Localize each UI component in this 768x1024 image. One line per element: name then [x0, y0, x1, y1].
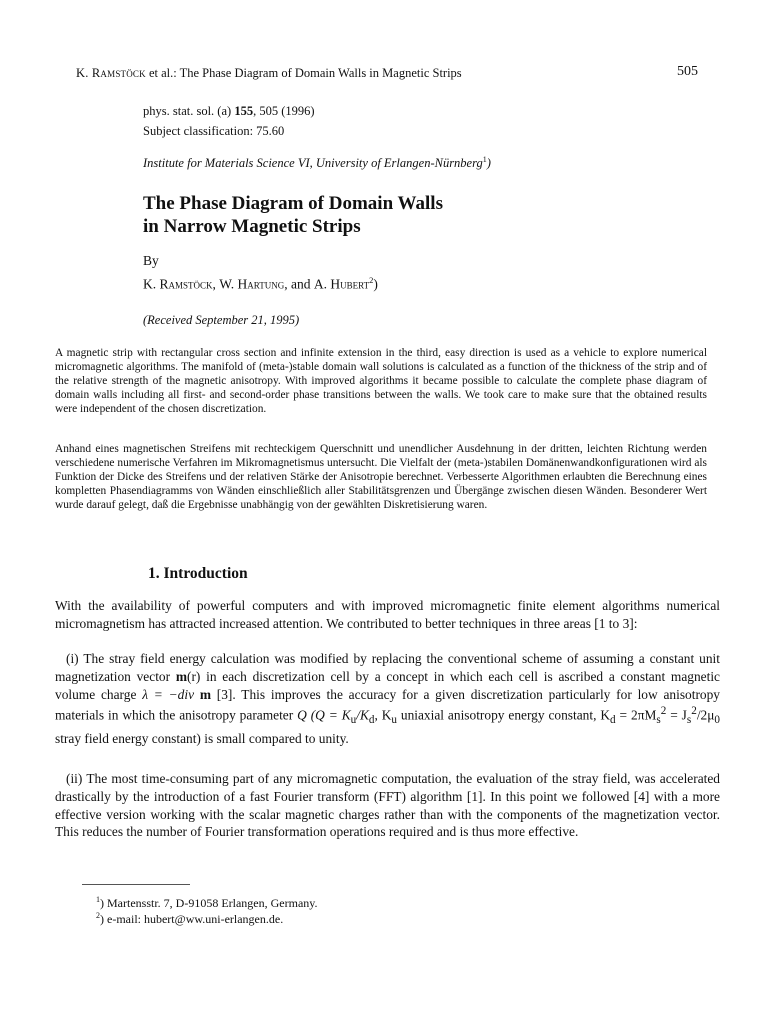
- running-head-title: et al.: The Phase Diagram of Domain Walls in Magnetic Strips: [145, 66, 462, 80]
- abstract-english: A magnetic strip with rectangular cross section and infinite extension in the third, easy direction is used as a vehicle to explore numerical micromagnetic algorithms. The manifold of (meta-)stable domain wall solutions is calculated as a function of the thickness of the strip and of the relative strength of the magnetic anisotropy. With improved algorithms it became possible to calculate the complete phase diagram of domain walls including all first- and second-order phase transitions between the walls. We took care to make sure that the obtained results were independent of the chosen discretization.: [55, 347, 707, 416]
- intro-paragraph-1: With the availability of powerful computers and with improved micromagnetic finite element algorithms numerical micromagnetism has attracted increased attention. We contributed to better techniques in three areas [1 to 3]:: [55, 598, 720, 631]
- p2-q: Q: [297, 707, 307, 723]
- author-list: [143, 275, 378, 293]
- p2-text-a: (i) The stray field energy calculation was modified by replacing the conventional scheme of assuming a constant unit magnetization vector: [55, 651, 720, 684]
- p2-text-d: , K: [374, 707, 392, 723]
- institute-text: Institute for Materials Science VI, University of Erlangen-Nürnberg: [143, 156, 483, 171]
- footnote-1-mark: 1: [96, 895, 100, 904]
- p2-sup-2: 2: [660, 705, 667, 718]
- running-head: [76, 66, 696, 81]
- author-paren: ): [373, 276, 378, 292]
- p2-slash-k: /K: [356, 707, 369, 723]
- p2-q-def: (Q = K: [306, 707, 351, 723]
- p2-sup-2-b: 2: [691, 705, 697, 718]
- page-number: 505: [677, 64, 698, 79]
- footnote-2: [96, 911, 283, 927]
- p2-text-g: = J: [666, 707, 687, 723]
- received-date: (Received September 21, 1995): [143, 313, 300, 327]
- p2-sub-0: 0: [714, 714, 720, 727]
- p2-text-b: in each discretization cell by a concept in which each cell is ascribed a constant magnetic volume charge: [55, 668, 720, 702]
- journal-name: phys. stat. sol. (a): [143, 104, 232, 118]
- institute-footnote-mark: 1: [482, 155, 487, 164]
- footnote-2-text: e-mail: hubert@ww.uni-erlangen.de.: [104, 912, 284, 926]
- author-1: K. Ramstöck: [143, 276, 213, 292]
- institute-affiliation: [143, 155, 491, 171]
- title-line-1: The Phase Diagram of Domain Walls: [143, 193, 443, 214]
- intro-paragraph-3: (ii) The most time-consuming part of any micromagnetic computation, the evaluation of the stray field, was accelerated drastically by the introduction of a fast Fourier transform (FFT) algorithm [1]. In this point we followed [4] with a more effective version working with the scalar magnetic charges rather than with the components of the magnetization vector. This reduces the number of Fourier transformation operations required and is thus more effective.: [55, 771, 720, 840]
- journal-pages-year: , 505 (1996): [253, 104, 315, 118]
- author-3: A. Hubert: [313, 276, 370, 292]
- author-separator-2: , and: [284, 276, 314, 292]
- footnote-2-paren: ): [100, 912, 104, 926]
- subject-classification: Subject classification: 75.60: [143, 124, 285, 138]
- p2-text-i: stray field energy constant) is small compared to unity.: [55, 731, 349, 747]
- p2-sub-u-2: u: [391, 714, 397, 727]
- abstract-german: Anhand eines magnetischen Streifens mit rechteckigem Querschnitt und unendlicher Ausdehnung in der dritten, leichten Richtung werden verschiedene numerische Verfahren im Mikromagnetismus untersucht. Die Vielfalt der (meta-)stabilen Domänenwandkonfigurationen wird als Funktion der Dicke des Streifens und der relativen Stärke der Anisotropie berechnet. Verbesserte Algorithmen erlaubten die Berechnung eines kompletten Phasendiagramms von Wänden einschließlich aller Stabilitätsgrenzen und Übergänge zwischen diesen Wänden. Besonderer Wert wurde darauf gelegt, daß die Ergebnisse unabhängig von der gewählten Diskretisierung waren.: [55, 443, 707, 512]
- paper-title: [143, 192, 683, 238]
- title-line-2: in Narrow Magnetic Strips: [143, 216, 361, 237]
- citation-block: [143, 101, 315, 141]
- p2-sub-d-2: d: [610, 714, 616, 727]
- p2-text-f: = 2πM: [615, 707, 657, 723]
- p2-lambda: λ = −div: [142, 686, 200, 702]
- footnote-1-paren: ): [100, 896, 104, 910]
- p2-sub-s-2: s: [686, 714, 692, 727]
- p2-position-r: (r): [186, 668, 201, 684]
- section-heading-introduction: 1. Introduction: [148, 565, 248, 582]
- author-footnote-mark: 2: [369, 275, 374, 285]
- footnote-1: [96, 895, 318, 911]
- p2-vector-m-2: m: [199, 686, 211, 702]
- intro-paragraph-2: [55, 650, 720, 748]
- journal-reference: [143, 101, 315, 121]
- p2-text-e: uniaxial anisotropy energy constant, K: [396, 707, 611, 723]
- p2-sub-d: d: [368, 714, 375, 727]
- institute-paren: ): [486, 156, 491, 171]
- p2-vector-m: m: [175, 668, 187, 684]
- journal-volume: 155: [234, 104, 254, 118]
- footnote-2-mark: 2: [96, 911, 100, 920]
- running-head-author: K. Ramstöck: [76, 66, 146, 80]
- footnote-divider: [82, 884, 190, 885]
- p2-text-h: /2μ: [696, 707, 715, 723]
- p2-sub-s: s: [656, 714, 661, 727]
- p2-sub-u: u: [350, 714, 357, 727]
- by-label: By: [143, 253, 159, 268]
- author-2: W. Hartung: [219, 276, 285, 292]
- p2-text-c: [3]. This improves the accuracy for a given discretization particularly for low anisotropy materials in which the anisotropy parameter: [55, 686, 720, 723]
- author-separator-1: ,: [212, 276, 220, 292]
- footnote-1-text: Martensstr. 7, D-91058 Erlangen, Germany.: [104, 896, 318, 910]
